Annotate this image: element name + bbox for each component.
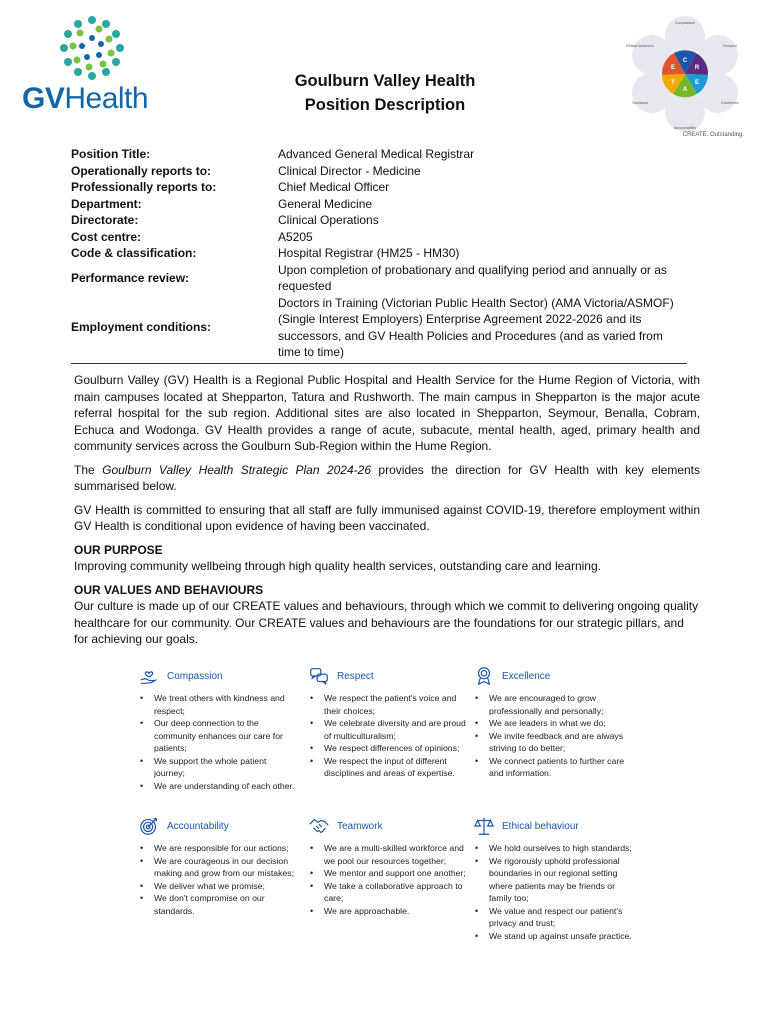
wheel-label-compassion: Compassion bbox=[675, 21, 695, 25]
detail-label: Department: bbox=[71, 196, 142, 211]
detail-row bbox=[71, 262, 687, 295]
detail-value: Doctors in Training (Victorian Public Health Sector) (AMA Victoria/ASMOF) (Single Interest Employers) Enterprise Agreement 2022-2026 and its successors, and GV Health Policies and Procedures (and as varied from time to time) bbox=[278, 295, 674, 359]
values-heading: OUR VALUES AND BEHAVIOURS bbox=[74, 582, 264, 597]
list-item: • We support the whole patient journey; bbox=[138, 755, 298, 780]
list-item: • We treat others with kindness and respect; bbox=[138, 692, 298, 717]
create-tagline: CREATE. Outstanding. bbox=[682, 132, 744, 138]
detail-label: Position Title: bbox=[71, 147, 151, 161]
value-title: Teamwork bbox=[337, 820, 383, 832]
intro-paragraph: Goulburn Valley (GV) Health is a Regional Public Hospital and Health Service for the Hume Region of Victoria, with main campuses located at Shepparton, Tatura and Rushworth. The main campus in Shepparton is the major acute referral hospital for the sub region. Additional sites are also located in Shepparton, Seymour, Benalla, Cobram, Echuca and Wodonga. GV Health provides a range of acute, subacute, mental health, aged, primary health and community services across the Goulburn Sub-Region within the Hume Region. bbox=[74, 373, 700, 453]
detail-row bbox=[71, 146, 687, 163]
value-behaviours-list bbox=[308, 692, 468, 780]
wheel-letter-e1: E bbox=[694, 80, 700, 86]
wheel-label-teamwork: Teamwork bbox=[631, 101, 649, 105]
value-behaviours-list bbox=[473, 842, 633, 942]
list-item: • We respect the patient's voice and their choices; bbox=[308, 692, 468, 717]
value-block-excellence bbox=[473, 664, 633, 780]
values-text: Our culture is made up of our CREATE values and behaviours, through which we commit to delivering ongoing quality healthcare for our community. Our CREATE values and behaviours are the foundations for our strategic pillars, and for achieving our goals. bbox=[74, 599, 699, 646]
list-item: • We respect the input of different disciplines and areas of expertise. bbox=[308, 755, 468, 780]
covid-paragraph: GV Health is committed to ensuring that all staff are fully immunised against COVID-19, therefore employment within GV Health is conditional upon evidence of having been vaccinated. bbox=[74, 502, 700, 533]
detail-row bbox=[71, 196, 687, 213]
target-icon bbox=[138, 815, 160, 837]
list-item: • We connect patients to further care and information. bbox=[473, 755, 633, 780]
award-ribbon-icon bbox=[473, 665, 495, 687]
value-title: Excellence bbox=[502, 670, 551, 682]
list-item: • We stand up against unsafe practice. bbox=[473, 930, 633, 943]
wheel-letter-c: C bbox=[682, 58, 688, 64]
detail-label: Performance review: bbox=[71, 270, 190, 285]
value-heading bbox=[308, 814, 468, 838]
detail-row bbox=[71, 295, 687, 361]
list-item: • We are understanding of each other. bbox=[138, 780, 298, 793]
wheel-letter-a: A bbox=[682, 87, 688, 93]
create-values-wheel-icon bbox=[625, 14, 745, 134]
list-item: • We are courageous in our decision making and grow from our mistakes; bbox=[138, 855, 298, 880]
wheel-letter-e2: E bbox=[670, 65, 676, 71]
detail-value: Chief Medical Officer bbox=[278, 180, 390, 194]
purpose-text: Improving community wellbeing through high quality health services, outstanding care and learning. bbox=[74, 559, 601, 573]
detail-value: Hospital Registrar (HM25 - HM30) bbox=[278, 246, 460, 260]
list-item: • We value and respect our patient's privacy and trust; bbox=[473, 905, 633, 930]
list-item: • We invite feedback and are always striving to do better; bbox=[473, 730, 633, 755]
wheel-label-excellence: Excellence bbox=[721, 101, 739, 105]
wheel-label-respect: Respect bbox=[723, 44, 737, 48]
detail-label: Directorate: bbox=[71, 213, 139, 227]
value-block-teamwork bbox=[308, 814, 468, 917]
value-heading bbox=[308, 664, 468, 688]
list-item: • We are leaders in what we do; bbox=[473, 717, 633, 730]
detail-value: Clinical Operations bbox=[278, 213, 379, 227]
strategic-plan-paragraph: The Goulburn Valley Health Strategic Plan 2024-26 provides the direction for GV Health with key elements summarised below. bbox=[74, 462, 701, 493]
detail-value: Clinical Director - Medicine bbox=[278, 163, 421, 178]
list-item: • We are approachable. bbox=[308, 905, 468, 918]
detail-value: Advanced General Medical Registrar bbox=[278, 147, 475, 161]
logo-flower-icon bbox=[52, 14, 132, 84]
list-item: • We rigorously uphold professional boundaries in our regional setting where patients may be friends or family too; bbox=[473, 855, 633, 905]
value-heading bbox=[138, 664, 298, 688]
details-divider bbox=[71, 363, 687, 364]
detail-label: Professionally reports to: bbox=[71, 180, 217, 194]
detail-value: General Medicine bbox=[278, 196, 373, 211]
handshake-icon bbox=[308, 815, 330, 837]
value-title: Compassion bbox=[167, 670, 223, 682]
position-details-table bbox=[71, 146, 687, 361]
value-behaviours-list bbox=[473, 692, 633, 780]
value-behaviours-list bbox=[138, 842, 298, 917]
scales-icon bbox=[473, 815, 495, 837]
value-title: Respect bbox=[337, 670, 374, 682]
value-heading bbox=[473, 814, 633, 838]
document-title bbox=[255, 69, 515, 117]
detail-row bbox=[71, 245, 687, 262]
list-item: • We don't compromise on our standards. bbox=[138, 892, 298, 917]
detail-row bbox=[71, 229, 687, 246]
list-item: • Our deep connection to the community enhances our care for patients; bbox=[138, 717, 298, 755]
value-title: Accountability bbox=[167, 820, 229, 832]
value-block-respect bbox=[308, 664, 468, 780]
speech-bubbles-icon bbox=[308, 665, 330, 687]
strategic-plan-title: Goulburn Valley Health Strategic Plan 2024-26 bbox=[102, 462, 371, 477]
title-document-type: Position Description bbox=[304, 96, 466, 114]
list-item: • We celebrate diversity and are proud of multiculturalism; bbox=[308, 717, 468, 742]
detail-row bbox=[71, 212, 687, 229]
logo-wordmark: GVHealth bbox=[22, 82, 149, 115]
value-behaviours-list bbox=[308, 842, 468, 917]
wheel-letter-t: T bbox=[671, 80, 675, 86]
value-heading bbox=[473, 664, 633, 688]
detail-label: Cost centre: bbox=[71, 229, 142, 244]
value-block-compassion bbox=[138, 664, 298, 792]
value-heading bbox=[138, 814, 298, 838]
list-item: • We deliver what we promise; bbox=[138, 880, 298, 893]
value-title: Ethical behaviour bbox=[502, 820, 579, 832]
detail-value: Upon completion of probationary and qualifying period and annually or as requested bbox=[278, 262, 667, 293]
detail-row bbox=[71, 179, 687, 196]
wheel-label-ethical: Ethical behaviour bbox=[626, 44, 654, 48]
detail-value: A5205 bbox=[278, 229, 313, 244]
list-item: • We take a collaborative approach to care; bbox=[308, 880, 468, 905]
wheel-label-accountability: Accountability bbox=[673, 126, 697, 130]
list-item: • We are encouraged to grow professionally and personally; bbox=[473, 692, 633, 717]
wheel-letter-r: R bbox=[694, 65, 700, 71]
purpose-heading: OUR PURPOSE bbox=[74, 542, 163, 557]
value-block-accountability bbox=[138, 814, 298, 917]
list-item: • We respect differences of opinions; bbox=[308, 742, 468, 755]
title-organisation: Goulburn Valley Health bbox=[294, 72, 476, 90]
value-behaviours-list bbox=[138, 692, 298, 792]
detail-label: Operationally reports to: bbox=[71, 163, 212, 178]
detail-label: Code & classification: bbox=[71, 246, 197, 260]
list-item: • We are a multi-skilled workforce and we pool our resources together; bbox=[308, 842, 468, 867]
list-item: • We mentor and support one another; bbox=[308, 867, 468, 880]
detail-row bbox=[71, 163, 687, 180]
list-item: • We hold ourselves to high standards; bbox=[473, 842, 633, 855]
list-item: • We are responsible for our actions; bbox=[138, 842, 298, 855]
document-body bbox=[74, 372, 700, 655]
value-block-ethical-behaviour bbox=[473, 814, 633, 942]
gv-health-logo bbox=[22, 14, 172, 124]
heart-hands-icon bbox=[138, 665, 160, 687]
detail-label: Employment conditions: bbox=[71, 320, 212, 335]
